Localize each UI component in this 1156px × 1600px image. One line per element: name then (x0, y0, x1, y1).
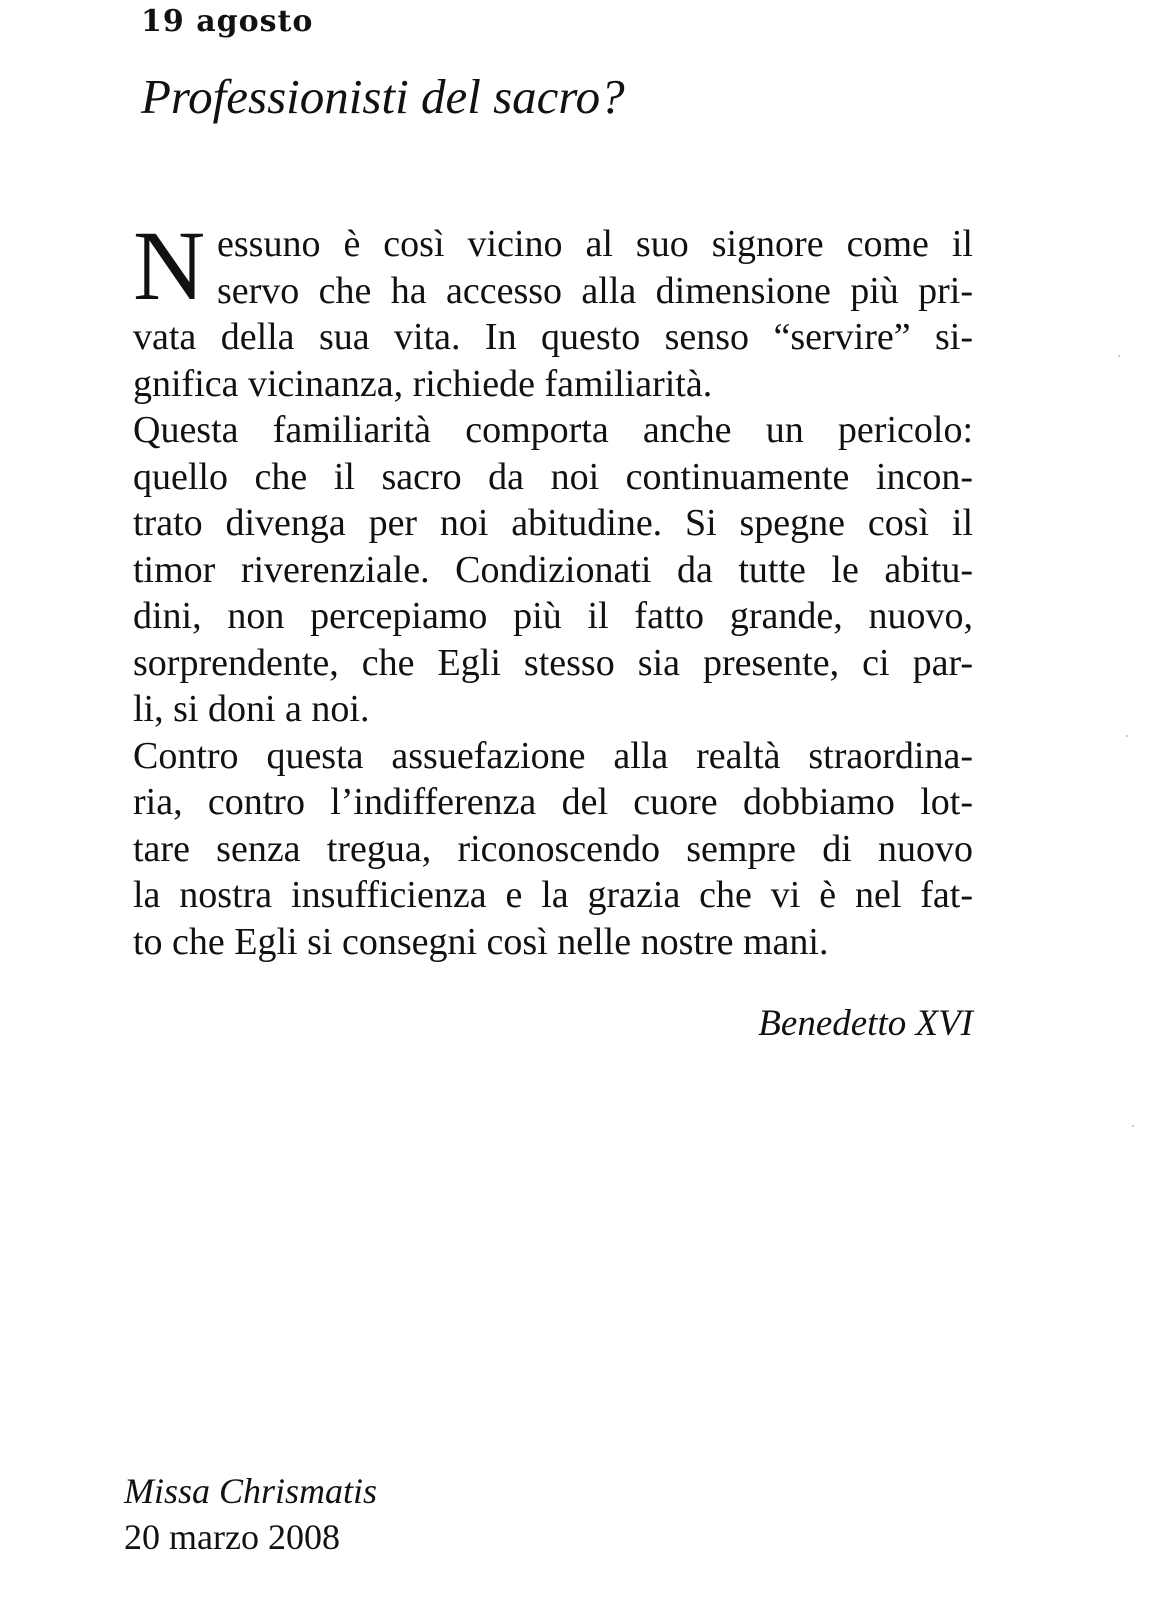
date-heading: 19 agosto (141, 4, 314, 39)
scan-speck (1118, 355, 1120, 357)
source-date: 20 marzo 2008 (124, 1517, 340, 1557)
body-line: vata della sua vita. In questo senso “servire” si- (133, 316, 973, 358)
page-title: Professionisti del sacro? (141, 69, 625, 124)
body-line: to che Egli si consegni così nelle nostre mani. (133, 920, 829, 963)
body-line: tare senza tregua, riconoscendo sempre di nuovo (133, 827, 973, 870)
body-line: sorprendente, che Egli stesso sia presente, ci par- (133, 641, 973, 684)
drop-cap: N (133, 210, 206, 321)
body-line: essuno è così vicino al suo signore come il (217, 223, 973, 265)
opening-paragraph-start (133, 210, 973, 321)
body-line: gnifica vicinanza, richiede familiarità. (133, 362, 713, 405)
body-line: timor riverenziale. Condizionati da tutte le abitu- (133, 548, 973, 591)
body-line: quello che il sacro da noi continuamente incon- (133, 455, 973, 498)
body-line: li, si doni a noi. (133, 688, 370, 730)
body-line: ria, contro l’indifferenza del cuore dobbiamo lot- (133, 781, 973, 823)
body-line: servo che ha accesso alla dimensione più pri- (217, 269, 973, 312)
author-attribution: Benedetto XVI (758, 1003, 973, 1044)
body-line: la nostra insufficienza e la grazia che vi è nel fat- (133, 874, 973, 916)
body-line: dini, non percepiamo più il fatto grande, nuovo, (133, 595, 973, 637)
scan-speck (1126, 735, 1128, 737)
scan-speck (1132, 1125, 1134, 1127)
body-text (133, 210, 973, 965)
body-line: Questa familiarità comporta anche un pericolo: (133, 409, 973, 451)
source-title: Missa Chrismatis (124, 1471, 378, 1511)
body-line: Contro questa assuefazione alla realtà straordina- (133, 734, 973, 777)
body-line: trato divenga per noi abitudine. Si spegne così il (133, 502, 973, 544)
